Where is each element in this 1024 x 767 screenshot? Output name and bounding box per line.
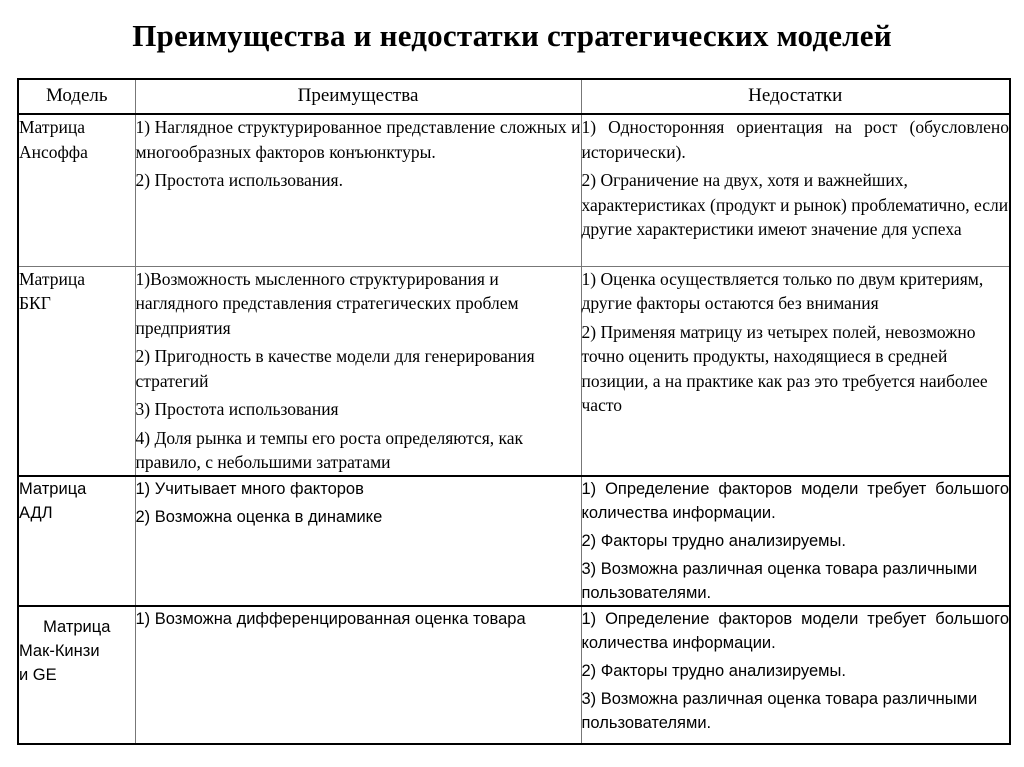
- list-item: 1) Определение факторов модели требует большого количества информации.: [581, 479, 1009, 522]
- strategic-models-table: [17, 78, 1011, 745]
- list-item: 1) Оценка осуществляется только по двум критериям, другие факторы остаются без внимания: [581, 268, 984, 313]
- list-item: 1) Наглядное структурированное представление сложных и многообразных факторов конъюнктуры.: [135, 117, 581, 162]
- list-item: 3) Простота использования: [135, 399, 339, 419]
- model-name-line: Мак-Кинзи: [19, 641, 100, 660]
- list-item: 1) Возможна дифференцированная оценка товара: [135, 609, 526, 628]
- model-name-line: и GE: [19, 665, 57, 684]
- advantages-cell: [135, 476, 581, 606]
- advantages-cell: [135, 266, 581, 476]
- page-title: Преимущества и недостатки стратегических моделей: [132, 18, 892, 53]
- table-row-bcg: [18, 266, 1010, 476]
- disadvantages-cell: [581, 476, 1010, 606]
- header-model: Модель: [18, 79, 135, 114]
- model-cell: [18, 476, 135, 606]
- table-row-adl: [18, 476, 1010, 606]
- list-item: 2) Пригодность в качестве модели для генерирования стратегий: [135, 346, 535, 391]
- model-name-line: Матрица: [19, 117, 85, 137]
- model-cell: [18, 114, 135, 266]
- list-item: 4) Доля рынка и темпы его роста определяются, как правило, с небольшими затратами: [135, 427, 524, 472]
- model-name-line: Матрица: [43, 617, 111, 636]
- list-item: 3) Возможна различная оценка товара различными пользователями.: [581, 559, 978, 602]
- model-name-line: Ансоффа: [19, 141, 88, 162]
- list-item: 1) Односторонняя ориентация на рост (обусловлено исторически).: [581, 117, 1009, 162]
- list-item: 2) Возможна оценка в динамике: [135, 507, 383, 526]
- advantages-cell: [135, 114, 581, 266]
- model-name-line: Матрица: [19, 268, 85, 289]
- model-cell: [18, 606, 135, 744]
- list-item: 2) Ограничение на двух, хотя и важнейших, характеристиках (продукт и рынок) проблематично, если другие характеристики имеют значение для успеха: [581, 170, 1009, 239]
- list-item: 2) Факторы трудно анализируемы.: [581, 531, 846, 550]
- model-cell: [18, 266, 135, 476]
- table-row-ansoff: [18, 114, 1010, 266]
- table-header-row: [18, 79, 1010, 114]
- list-item: 1) Учитывает много факторов: [135, 479, 364, 498]
- list-item: 1)Возможность мысленного структурирования и наглядного представления стратегических проблем предприятия: [135, 268, 519, 338]
- model-name-line: АДЛ: [19, 503, 53, 522]
- list-item: 3) Возможна различная оценка товара различными пользователями.: [581, 689, 978, 732]
- model-name-line: БКГ: [19, 293, 51, 313]
- list-item: 2) Применяя матрицу из четырех полей, невозможно точно оценить продукты, находящиеся в средней позиции, а на практике как раз это требуется наиболее часто: [581, 321, 988, 415]
- advantages-cell: [135, 606, 581, 744]
- disadvantages-cell: [581, 606, 1010, 744]
- list-item: 1) Определение факторов модели требует большого количества информации.: [581, 609, 1009, 652]
- header-disadvantages: Недостатки: [581, 79, 1010, 114]
- model-name-line: Матрица: [19, 479, 87, 498]
- list-item: 2) Простота использования.: [135, 170, 343, 190]
- list-item: 2) Факторы трудно анализируемы.: [581, 661, 846, 680]
- table-row-mckinsey-ge: [18, 606, 1010, 744]
- disadvantages-cell: [581, 266, 1010, 476]
- disadvantages-cell: [581, 114, 1010, 266]
- header-advantages: Преимущества: [135, 79, 581, 114]
